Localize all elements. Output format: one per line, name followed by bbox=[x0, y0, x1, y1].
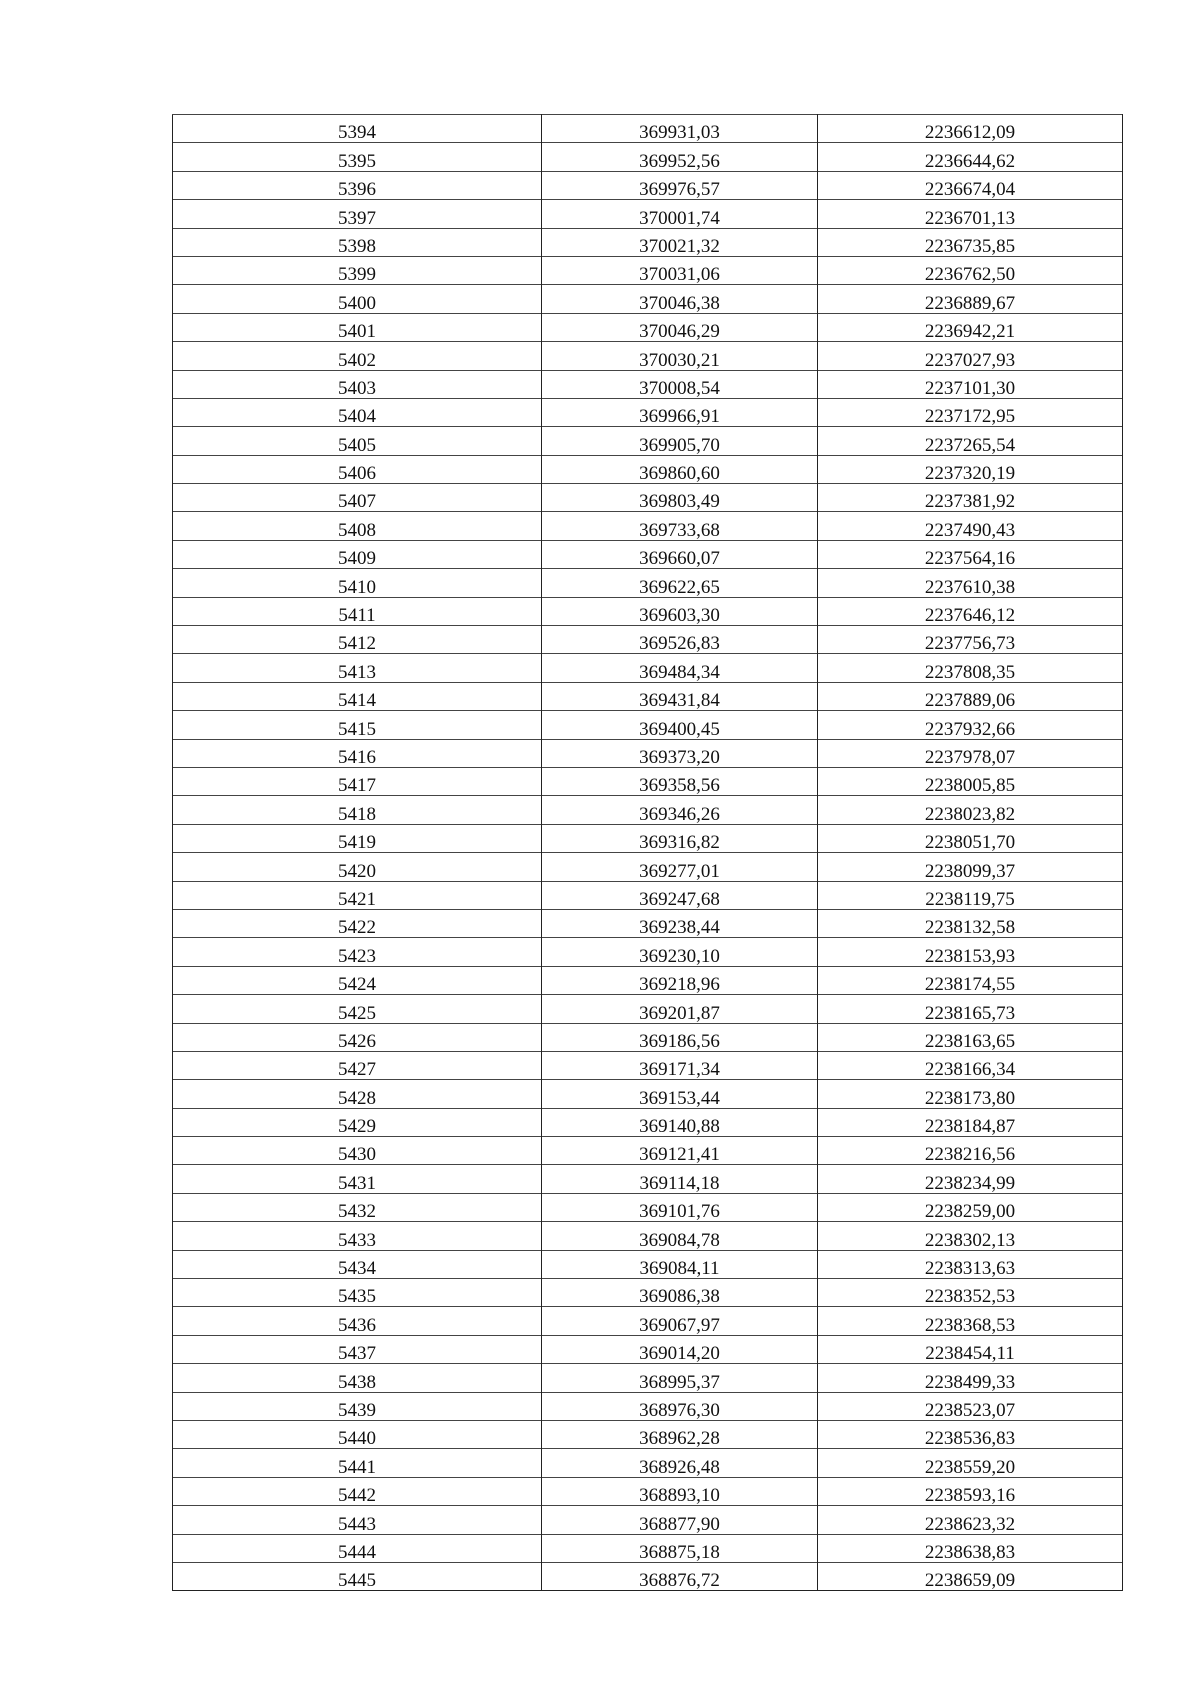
point-number-cell: 5394 bbox=[173, 115, 542, 143]
y-coordinate-cell: 2238523,07 bbox=[818, 1392, 1123, 1420]
x-coordinate-cell: 369201,87 bbox=[542, 995, 818, 1023]
point-number-cell: 5434 bbox=[173, 1250, 542, 1278]
table-row bbox=[173, 228, 1123, 256]
x-coordinate-cell: 369247,68 bbox=[542, 881, 818, 909]
y-coordinate-cell: 2238216,56 bbox=[818, 1137, 1123, 1165]
y-coordinate-cell: 2237932,66 bbox=[818, 711, 1123, 739]
table-row bbox=[173, 1364, 1123, 1392]
x-coordinate-cell: 369316,82 bbox=[542, 824, 818, 852]
y-coordinate-cell: 2237978,07 bbox=[818, 739, 1123, 767]
x-coordinate-cell: 369346,26 bbox=[542, 796, 818, 824]
point-number-cell: 5439 bbox=[173, 1392, 542, 1420]
y-coordinate-cell: 2237101,30 bbox=[818, 370, 1123, 398]
x-coordinate-cell: 369140,88 bbox=[542, 1108, 818, 1136]
x-coordinate-cell: 368875,18 bbox=[542, 1534, 818, 1562]
x-coordinate-cell: 369084,78 bbox=[542, 1222, 818, 1250]
x-coordinate-cell: 369277,01 bbox=[542, 853, 818, 881]
point-number-cell: 5428 bbox=[173, 1080, 542, 1108]
y-coordinate-cell: 2238234,99 bbox=[818, 1165, 1123, 1193]
table-row bbox=[173, 1392, 1123, 1420]
table-row bbox=[173, 256, 1123, 284]
table-row bbox=[173, 313, 1123, 341]
coordinates-table bbox=[172, 114, 1123, 1591]
table-row bbox=[173, 1477, 1123, 1505]
point-number-cell: 5438 bbox=[173, 1364, 542, 1392]
table-row bbox=[173, 569, 1123, 597]
y-coordinate-cell: 2238005,85 bbox=[818, 767, 1123, 795]
y-coordinate-cell: 2237172,95 bbox=[818, 398, 1123, 426]
point-number-cell: 5445 bbox=[173, 1562, 542, 1590]
y-coordinate-cell: 2237381,92 bbox=[818, 484, 1123, 512]
x-coordinate-cell: 369114,18 bbox=[542, 1165, 818, 1193]
table-row bbox=[173, 1165, 1123, 1193]
y-coordinate-cell: 2238184,87 bbox=[818, 1108, 1123, 1136]
y-coordinate-cell: 2238132,58 bbox=[818, 909, 1123, 937]
y-coordinate-cell: 2238638,83 bbox=[818, 1534, 1123, 1562]
y-coordinate-cell: 2238659,09 bbox=[818, 1562, 1123, 1590]
x-coordinate-cell: 370008,54 bbox=[542, 370, 818, 398]
point-number-cell: 5414 bbox=[173, 682, 542, 710]
table-row bbox=[173, 143, 1123, 171]
table-row bbox=[173, 1080, 1123, 1108]
x-coordinate-cell: 369400,45 bbox=[542, 711, 818, 739]
table-row bbox=[173, 455, 1123, 483]
point-number-cell: 5437 bbox=[173, 1335, 542, 1363]
point-number-cell: 5442 bbox=[173, 1477, 542, 1505]
x-coordinate-cell: 369101,76 bbox=[542, 1193, 818, 1221]
point-number-cell: 5436 bbox=[173, 1307, 542, 1335]
x-coordinate-cell: 369230,10 bbox=[542, 938, 818, 966]
point-number-cell: 5440 bbox=[173, 1420, 542, 1448]
y-coordinate-cell: 2237564,16 bbox=[818, 540, 1123, 568]
x-coordinate-cell: 369121,41 bbox=[542, 1137, 818, 1165]
point-number-cell: 5424 bbox=[173, 966, 542, 994]
point-number-cell: 5406 bbox=[173, 455, 542, 483]
x-coordinate-cell: 369431,84 bbox=[542, 682, 818, 710]
table-row bbox=[173, 909, 1123, 937]
table-row bbox=[173, 853, 1123, 881]
table-row bbox=[173, 342, 1123, 370]
y-coordinate-cell: 2238302,13 bbox=[818, 1222, 1123, 1250]
table-row bbox=[173, 171, 1123, 199]
point-number-cell: 5417 bbox=[173, 767, 542, 795]
x-coordinate-cell: 369373,20 bbox=[542, 739, 818, 767]
x-coordinate-cell: 370046,29 bbox=[542, 313, 818, 341]
point-number-cell: 5443 bbox=[173, 1506, 542, 1534]
table-row bbox=[173, 1335, 1123, 1363]
y-coordinate-cell: 2238051,70 bbox=[818, 824, 1123, 852]
y-coordinate-cell: 2238163,65 bbox=[818, 1023, 1123, 1051]
y-coordinate-cell: 2237756,73 bbox=[818, 626, 1123, 654]
x-coordinate-cell: 369358,56 bbox=[542, 767, 818, 795]
y-coordinate-cell: 2237646,12 bbox=[818, 597, 1123, 625]
x-coordinate-cell: 369622,65 bbox=[542, 569, 818, 597]
point-number-cell: 5441 bbox=[173, 1449, 542, 1477]
y-coordinate-cell: 2236942,21 bbox=[818, 313, 1123, 341]
point-number-cell: 5401 bbox=[173, 313, 542, 341]
point-number-cell: 5405 bbox=[173, 427, 542, 455]
x-coordinate-cell: 369976,57 bbox=[542, 171, 818, 199]
table-row bbox=[173, 1562, 1123, 1590]
point-number-cell: 5422 bbox=[173, 909, 542, 937]
x-coordinate-cell: 369067,97 bbox=[542, 1307, 818, 1335]
y-coordinate-cell: 2238623,32 bbox=[818, 1506, 1123, 1534]
point-number-cell: 5423 bbox=[173, 938, 542, 966]
x-coordinate-cell: 369803,49 bbox=[542, 484, 818, 512]
y-coordinate-cell: 2237027,93 bbox=[818, 342, 1123, 370]
x-coordinate-cell: 369952,56 bbox=[542, 143, 818, 171]
table-row bbox=[173, 1193, 1123, 1221]
x-coordinate-cell: 368962,28 bbox=[542, 1420, 818, 1448]
point-number-cell: 5415 bbox=[173, 711, 542, 739]
x-coordinate-cell: 370001,74 bbox=[542, 200, 818, 228]
table-row bbox=[173, 1108, 1123, 1136]
table-row bbox=[173, 597, 1123, 625]
y-coordinate-cell: 2238023,82 bbox=[818, 796, 1123, 824]
x-coordinate-cell: 369186,56 bbox=[542, 1023, 818, 1051]
table-row bbox=[173, 1307, 1123, 1335]
y-coordinate-cell: 2237610,38 bbox=[818, 569, 1123, 597]
point-number-cell: 5427 bbox=[173, 1051, 542, 1079]
x-coordinate-cell: 368877,90 bbox=[542, 1506, 818, 1534]
x-coordinate-cell: 369733,68 bbox=[542, 512, 818, 540]
y-coordinate-cell: 2238166,34 bbox=[818, 1051, 1123, 1079]
x-coordinate-cell: 369526,83 bbox=[542, 626, 818, 654]
x-coordinate-cell: 369086,38 bbox=[542, 1279, 818, 1307]
point-number-cell: 5395 bbox=[173, 143, 542, 171]
point-number-cell: 5403 bbox=[173, 370, 542, 398]
table-row bbox=[173, 995, 1123, 1023]
y-coordinate-cell: 2236701,13 bbox=[818, 200, 1123, 228]
x-coordinate-cell: 370046,38 bbox=[542, 285, 818, 313]
y-coordinate-cell: 2237889,06 bbox=[818, 682, 1123, 710]
point-number-cell: 5444 bbox=[173, 1534, 542, 1562]
point-number-cell: 5432 bbox=[173, 1193, 542, 1221]
point-number-cell: 5409 bbox=[173, 540, 542, 568]
point-number-cell: 5416 bbox=[173, 739, 542, 767]
x-coordinate-cell: 369603,30 bbox=[542, 597, 818, 625]
table-row bbox=[173, 881, 1123, 909]
y-coordinate-cell: 2237808,35 bbox=[818, 654, 1123, 682]
table-row bbox=[173, 115, 1123, 143]
table-row bbox=[173, 1222, 1123, 1250]
x-coordinate-cell: 368976,30 bbox=[542, 1392, 818, 1420]
y-coordinate-cell: 2238559,20 bbox=[818, 1449, 1123, 1477]
x-coordinate-cell: 369084,11 bbox=[542, 1250, 818, 1278]
x-coordinate-cell: 369171,34 bbox=[542, 1051, 818, 1079]
x-coordinate-cell: 370031,06 bbox=[542, 256, 818, 284]
point-number-cell: 5402 bbox=[173, 342, 542, 370]
point-number-cell: 5404 bbox=[173, 398, 542, 426]
table-row bbox=[173, 1506, 1123, 1534]
point-number-cell: 5420 bbox=[173, 853, 542, 881]
point-number-cell: 5426 bbox=[173, 1023, 542, 1051]
table-row bbox=[173, 711, 1123, 739]
point-number-cell: 5410 bbox=[173, 569, 542, 597]
y-coordinate-cell: 2238119,75 bbox=[818, 881, 1123, 909]
table-row bbox=[173, 370, 1123, 398]
point-number-cell: 5400 bbox=[173, 285, 542, 313]
table-row bbox=[173, 398, 1123, 426]
table-row bbox=[173, 1534, 1123, 1562]
x-coordinate-cell: 369238,44 bbox=[542, 909, 818, 937]
point-number-cell: 5418 bbox=[173, 796, 542, 824]
table-row bbox=[173, 938, 1123, 966]
y-coordinate-cell: 2236735,85 bbox=[818, 228, 1123, 256]
y-coordinate-cell: 2236674,04 bbox=[818, 171, 1123, 199]
point-number-cell: 5407 bbox=[173, 484, 542, 512]
table-row bbox=[173, 767, 1123, 795]
table-row bbox=[173, 1137, 1123, 1165]
x-coordinate-cell: 369905,70 bbox=[542, 427, 818, 455]
table-row bbox=[173, 966, 1123, 994]
x-coordinate-cell: 369014,20 bbox=[542, 1335, 818, 1363]
x-coordinate-cell: 369218,96 bbox=[542, 966, 818, 994]
table-row bbox=[173, 427, 1123, 455]
x-coordinate-cell: 368876,72 bbox=[542, 1562, 818, 1590]
point-number-cell: 5433 bbox=[173, 1222, 542, 1250]
y-coordinate-cell: 2236644,62 bbox=[818, 143, 1123, 171]
point-number-cell: 5431 bbox=[173, 1165, 542, 1193]
point-number-cell: 5398 bbox=[173, 228, 542, 256]
point-number-cell: 5421 bbox=[173, 881, 542, 909]
y-coordinate-cell: 2238536,83 bbox=[818, 1420, 1123, 1448]
y-coordinate-cell: 2238352,53 bbox=[818, 1279, 1123, 1307]
table-row bbox=[173, 824, 1123, 852]
table-row bbox=[173, 484, 1123, 512]
y-coordinate-cell: 2238174,55 bbox=[818, 966, 1123, 994]
y-coordinate-cell: 2236889,67 bbox=[818, 285, 1123, 313]
table-row bbox=[173, 1279, 1123, 1307]
point-number-cell: 5413 bbox=[173, 654, 542, 682]
x-coordinate-cell: 369153,44 bbox=[542, 1080, 818, 1108]
x-coordinate-cell: 370021,32 bbox=[542, 228, 818, 256]
y-coordinate-cell: 2237320,19 bbox=[818, 455, 1123, 483]
point-number-cell: 5412 bbox=[173, 626, 542, 654]
table-row bbox=[173, 1023, 1123, 1051]
point-number-cell: 5397 bbox=[173, 200, 542, 228]
point-number-cell: 5408 bbox=[173, 512, 542, 540]
x-coordinate-cell: 369966,91 bbox=[542, 398, 818, 426]
y-coordinate-cell: 2238454,11 bbox=[818, 1335, 1123, 1363]
point-number-cell: 5396 bbox=[173, 171, 542, 199]
y-coordinate-cell: 2238499,33 bbox=[818, 1364, 1123, 1392]
x-coordinate-cell: 368893,10 bbox=[542, 1477, 818, 1505]
x-coordinate-cell: 369484,34 bbox=[542, 654, 818, 682]
x-coordinate-cell: 369931,03 bbox=[542, 115, 818, 143]
point-number-cell: 5430 bbox=[173, 1137, 542, 1165]
coordinates-table-body bbox=[173, 115, 1123, 1591]
point-number-cell: 5399 bbox=[173, 256, 542, 284]
x-coordinate-cell: 369660,07 bbox=[542, 540, 818, 568]
point-number-cell: 5411 bbox=[173, 597, 542, 625]
table-row bbox=[173, 1051, 1123, 1079]
y-coordinate-cell: 2237490,43 bbox=[818, 512, 1123, 540]
table-row bbox=[173, 654, 1123, 682]
y-coordinate-cell: 2238259,00 bbox=[818, 1193, 1123, 1221]
y-coordinate-cell: 2238593,16 bbox=[818, 1477, 1123, 1505]
table-row bbox=[173, 1250, 1123, 1278]
y-coordinate-cell: 2236612,09 bbox=[818, 115, 1123, 143]
x-coordinate-cell: 368995,37 bbox=[542, 1364, 818, 1392]
table-row bbox=[173, 1420, 1123, 1448]
point-number-cell: 5435 bbox=[173, 1279, 542, 1307]
x-coordinate-cell: 369860,60 bbox=[542, 455, 818, 483]
y-coordinate-cell: 2238368,53 bbox=[818, 1307, 1123, 1335]
table-row bbox=[173, 1449, 1123, 1477]
x-coordinate-cell: 370030,21 bbox=[542, 342, 818, 370]
table-row bbox=[173, 285, 1123, 313]
y-coordinate-cell: 2238165,73 bbox=[818, 995, 1123, 1023]
y-coordinate-cell: 2237265,54 bbox=[818, 427, 1123, 455]
table-row bbox=[173, 512, 1123, 540]
point-number-cell: 5429 bbox=[173, 1108, 542, 1136]
x-coordinate-cell: 368926,48 bbox=[542, 1449, 818, 1477]
table-row bbox=[173, 682, 1123, 710]
y-coordinate-cell: 2238173,80 bbox=[818, 1080, 1123, 1108]
y-coordinate-cell: 2238153,93 bbox=[818, 938, 1123, 966]
table-row bbox=[173, 626, 1123, 654]
table-row bbox=[173, 540, 1123, 568]
y-coordinate-cell: 2236762,50 bbox=[818, 256, 1123, 284]
point-number-cell: 5419 bbox=[173, 824, 542, 852]
table-row bbox=[173, 200, 1123, 228]
y-coordinate-cell: 2238313,63 bbox=[818, 1250, 1123, 1278]
y-coordinate-cell: 2238099,37 bbox=[818, 853, 1123, 881]
table-row bbox=[173, 796, 1123, 824]
table-row bbox=[173, 739, 1123, 767]
point-number-cell: 5425 bbox=[173, 995, 542, 1023]
